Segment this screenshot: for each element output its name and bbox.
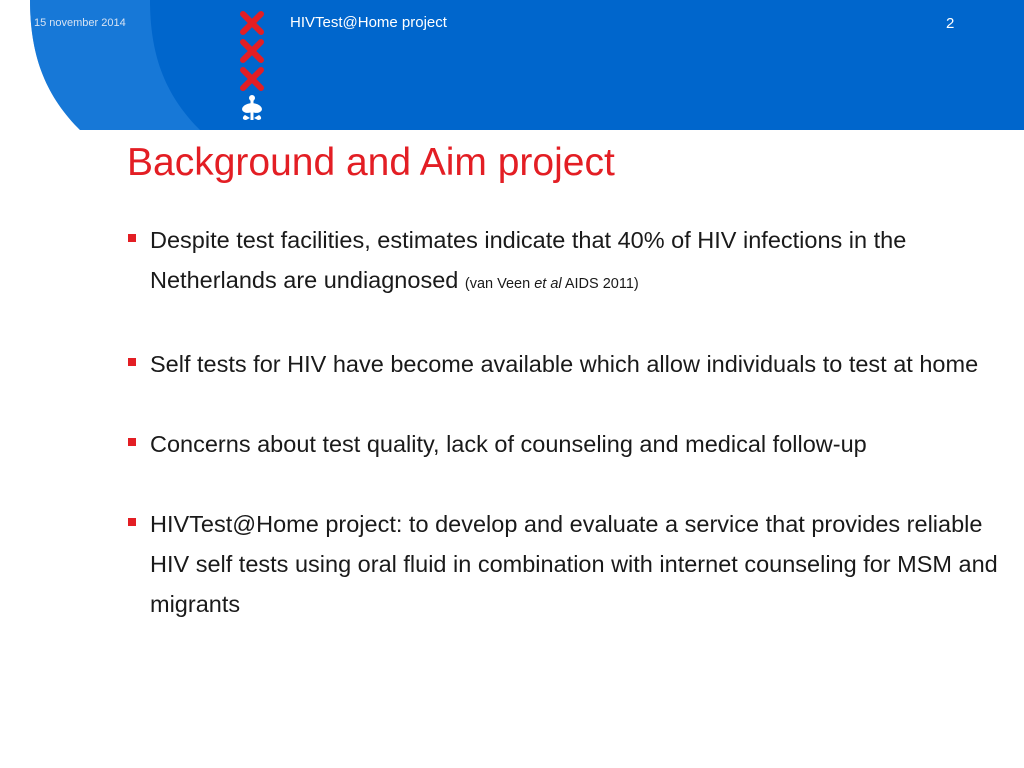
cross-icon <box>243 14 261 32</box>
header-date: 15 november 2014 <box>34 17 126 29</box>
bullet-item <box>150 504 1000 624</box>
square-bullet-icon <box>128 234 136 242</box>
header-project-name: HIVTest@Home project <box>290 14 447 31</box>
bullet-item <box>150 344 1000 384</box>
bullet-text: Despite test facilities, estimates indicate that 40% of HIV infections in the Netherlands are undiagnosed <box>150 227 907 293</box>
page-number: 2 <box>946 15 955 32</box>
slide-title: Background and Aim project <box>127 141 615 184</box>
square-bullet-icon <box>128 358 136 366</box>
bullet-text: HIVTest@Home project: to develop and evaluate a service that provides reliable HIV self tests using oral fluid in combination with internet counseling for MSM and migrants <box>150 511 998 617</box>
bullet-text: Self tests for HIV have become available which allow individuals to test at home <box>150 351 979 377</box>
square-bullet-icon <box>128 438 136 446</box>
citation-prefix: (van Veen <box>464 276 535 292</box>
citation-italic: et al <box>534 276 562 292</box>
header-band <box>0 0 1024 130</box>
amsterdam-logo <box>236 8 268 124</box>
bullet-list <box>150 220 1000 624</box>
caduceus-icon <box>242 95 262 120</box>
bullet-item <box>150 424 1000 464</box>
bullet-item <box>150 220 1000 304</box>
citation-suffix: AIDS 2011) <box>561 276 639 292</box>
square-bullet-icon <box>128 518 136 526</box>
bullet-text: Concerns about test quality, lack of counseling and medical follow-up <box>150 431 867 457</box>
cross-icon <box>243 70 261 88</box>
citation <box>465 276 639 292</box>
cross-icon <box>243 42 261 60</box>
